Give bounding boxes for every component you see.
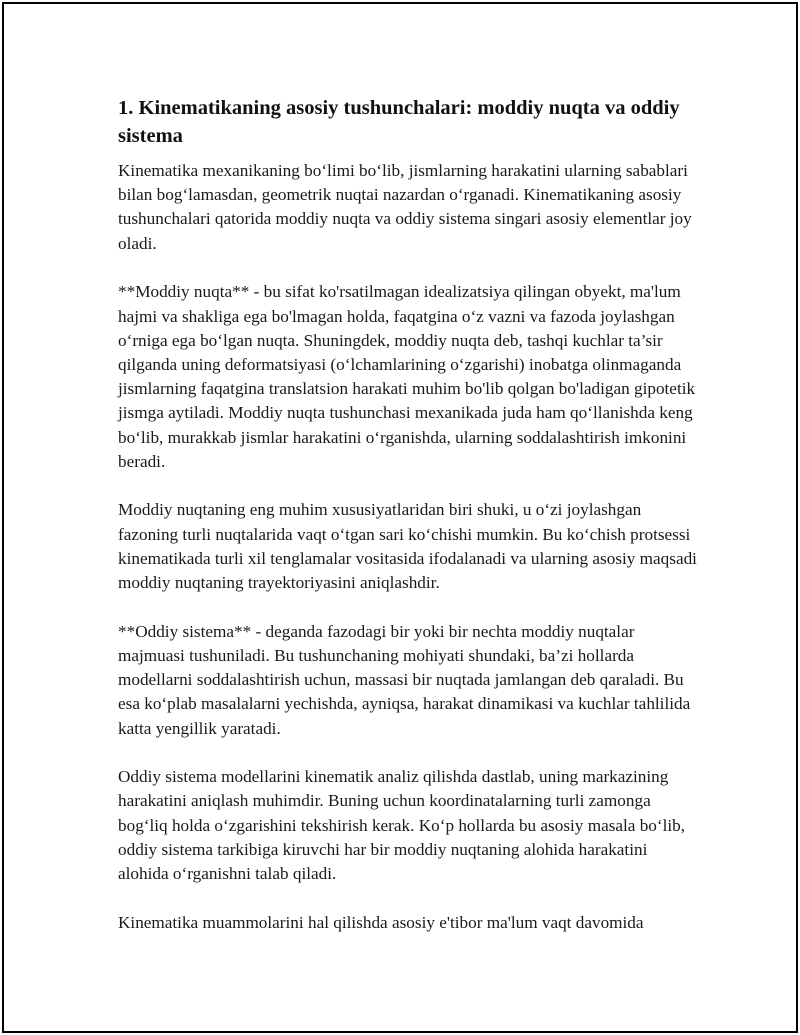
paragraph-oddiy-sistema-analysis: Oddiy sistema modellarini kinematik analiz qilishda dastlab, uning markazining harakatini aniqlash muhimdir. Buning uchun koordinatalarning turli zamonga bog‘liq holda o‘zgarishini tekshirish kerak. Ko‘p hollarda bu asosiy masala bo‘lib, oddiy sistema tarkibiga kiruvchi har bir moddiy nuqtaning alohida harakatini alohida o‘rganishni talab qiladi. xyxy=(118,767,686,884)
paragraph-moddiy-nuqta: **Moddiy nuqta** - bu sifat ko'rsatilmagan idealizatsiya qilingan obyekt, ma'lum hajmi va shakliga ega bo'lmagan holda, faqatgina o‘z vazni va fazoda joylashgan o‘rniga ega bo‘lgan nuqta. Shuningdek, moddiy nuqta deb, tashqi kuchlar ta’sir qilganda uning deformatsiyasi (o‘lchamlarining o‘zgarishi) inobatga olinmaganda jismlarning faqatgina translatsion harakati muhim bo'lib qolgan bo'ladigan gipotetik jismga aytiladi. Moddiy nuqta tushunchasi mexanikada juda ham qo‘llanishda keng bo‘lib, murakkab jismlar harakatini o‘rganishda, ularning soddalashtirish imkonini beradi. xyxy=(118,282,696,471)
paragraph-kinematika-muammolari: Kinematika muammolarini hal qilishda asosiy e'tibor ma'lum vaqt davomida xyxy=(118,912,644,932)
section-heading: 1. Kinematikaning asosiy tushunchalari: moddiy nuqta va oddiy sistema xyxy=(118,97,680,147)
paragraph-intro: Kinematika mexanikaning bo‘limi bo‘lib, jismlarning harakatini ularning sabablari bilan bog‘lamasdan, geometrik nuqtai nazardan o‘rganadi. Kinematikaning asosiy tushunchalari qatorida moddiy nuqta va oddiy sistema singari asosiy elementlar joy oladi. xyxy=(118,161,692,253)
paragraph-moddiy-nuqta-properties: Moddiy nuqtaning eng muhim xususiyatlaridan biri shuki, u o‘zi joylashgan fazoning turli nuqtalarida vaqt o‘tgan sari ko‘chishi mumkin. Bu ko‘chish protsessi kinematikada turli xil tenglamalar vositasida ifodalanadi va ularning asosiy maqsadi moddiy nuqtaning trayektoriyasini aniqlashdir. xyxy=(118,500,697,593)
document-body xyxy=(118,94,698,959)
paragraph-oddiy-sistema: **Oddiy sistema** - deganda fazodagi bir yoki bir nechta moddiy nuqtalar majmuasi tushuniladi. Bu tushunchaning mohiyati shundaki, ba’zi hollarda modellarni soddalashtirish uchun, massasi bir nuqtada jamlangan deb qaraladi. Bu esa ko‘plab masalalarni yechishda, ayniqsa, harakat dinamikasi va kuchlar tahlilida katta yengillik yaratadi. xyxy=(118,621,691,738)
